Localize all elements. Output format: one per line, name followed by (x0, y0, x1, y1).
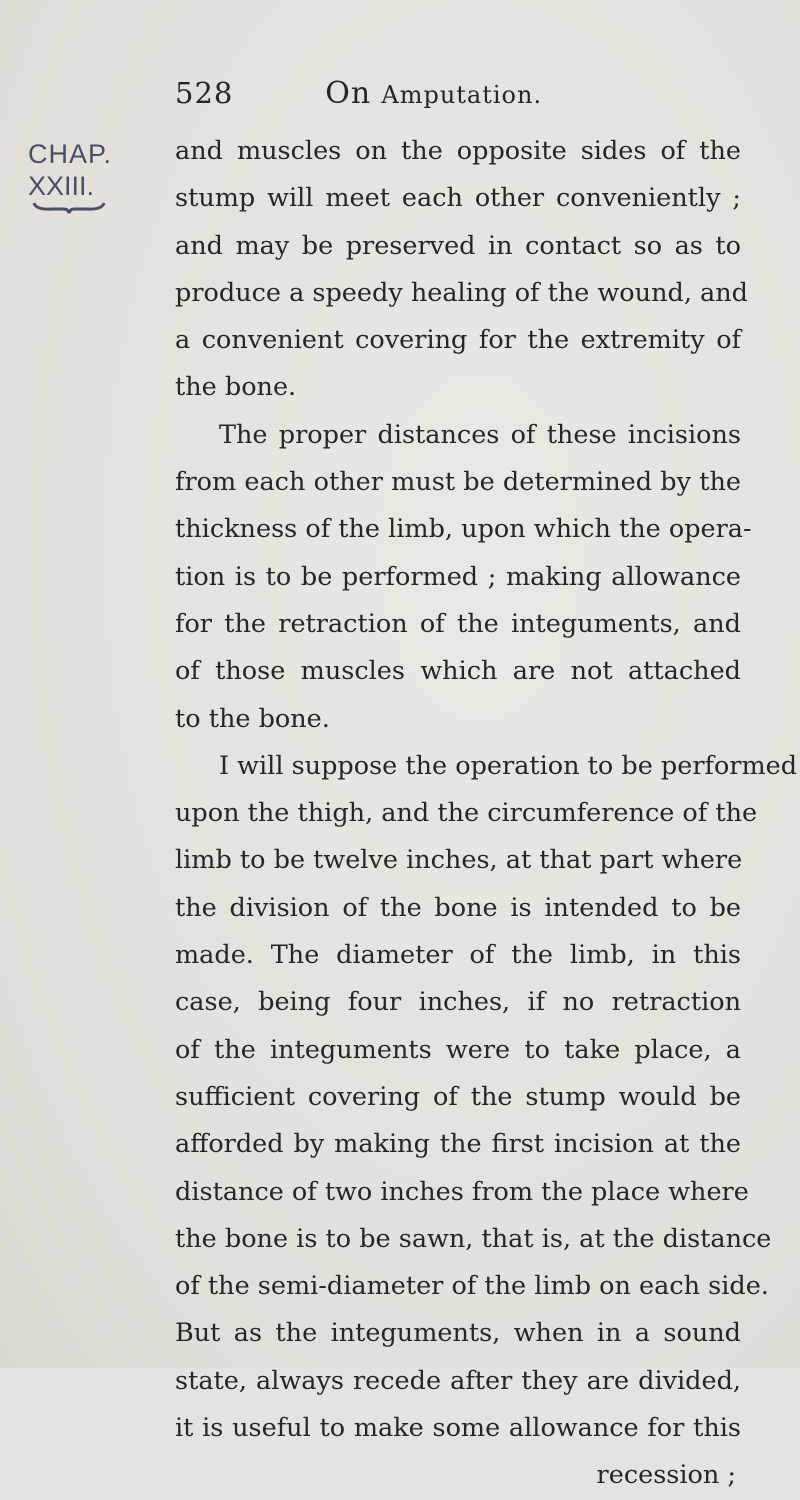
brace-ornament (32, 200, 106, 214)
text-line: to the bone. (175, 703, 330, 734)
chapter-label: CHAP. (28, 139, 113, 169)
text-line: the division of the bone is intended to be (175, 892, 741, 923)
running-title-first-word: On (325, 76, 372, 111)
text-line: But as the integuments, when in a sound (175, 1318, 741, 1349)
text-line: The proper distances of these incisions (219, 419, 741, 450)
text-line: of those muscles which are not attached (175, 656, 741, 687)
page-number: 528 (175, 76, 234, 110)
text-line: sufficient covering of the stump would be (175, 1081, 741, 1112)
running-head (175, 76, 542, 111)
catchword-line: recession ; (596, 1460, 736, 1491)
text-line: state, always recede after they are divided, (175, 1365, 741, 1396)
text-line: I will suppose the operation to be performed (219, 750, 798, 781)
text-line: upon the thigh, and the circumference of the (175, 798, 758, 829)
text-line: the bone. (175, 372, 297, 403)
chapter-number: XXIII. (28, 171, 95, 201)
text-line: limb to be twelve inches, at that part where (175, 845, 743, 876)
text-line: thickness of the limb, upon which the opera- (175, 514, 752, 545)
text-line: of the semi-diameter of the limb on each side. (175, 1271, 769, 1302)
text-line: produce a speedy healing of the wound, and (175, 277, 748, 308)
text-line: a convenient covering for the extremity of (175, 325, 741, 356)
chapter-margin-note (28, 138, 112, 214)
text-line: and muscles on the opposite sides of the (175, 136, 741, 166)
text-line: case, being four inches, if no retraction (175, 987, 741, 1018)
text-line: of the integuments were to take place, a (175, 1034, 741, 1065)
text-line: afforded by making the first incision at the (175, 1129, 741, 1160)
text-line: and may be preserved in contact so as to (175, 230, 741, 261)
text-line: made. The diameter of the limb, in this (175, 940, 741, 971)
running-title-rest: Amputation. (381, 81, 543, 109)
text-line: distance of two inches from the place where (175, 1176, 749, 1207)
text-line: from each other must be determined by the (175, 467, 741, 498)
body-text (175, 128, 798, 1500)
text-line: the bone is to be sawn, that is, at the distance (175, 1223, 772, 1254)
text-line: for the retraction of the integuments, and (175, 608, 741, 639)
text-line: tion is to be performed ; making allowance (175, 561, 741, 592)
text-line: stump will meet each other conveniently ; (175, 183, 741, 214)
text-line: it is useful to make some allowance for this (175, 1413, 741, 1444)
